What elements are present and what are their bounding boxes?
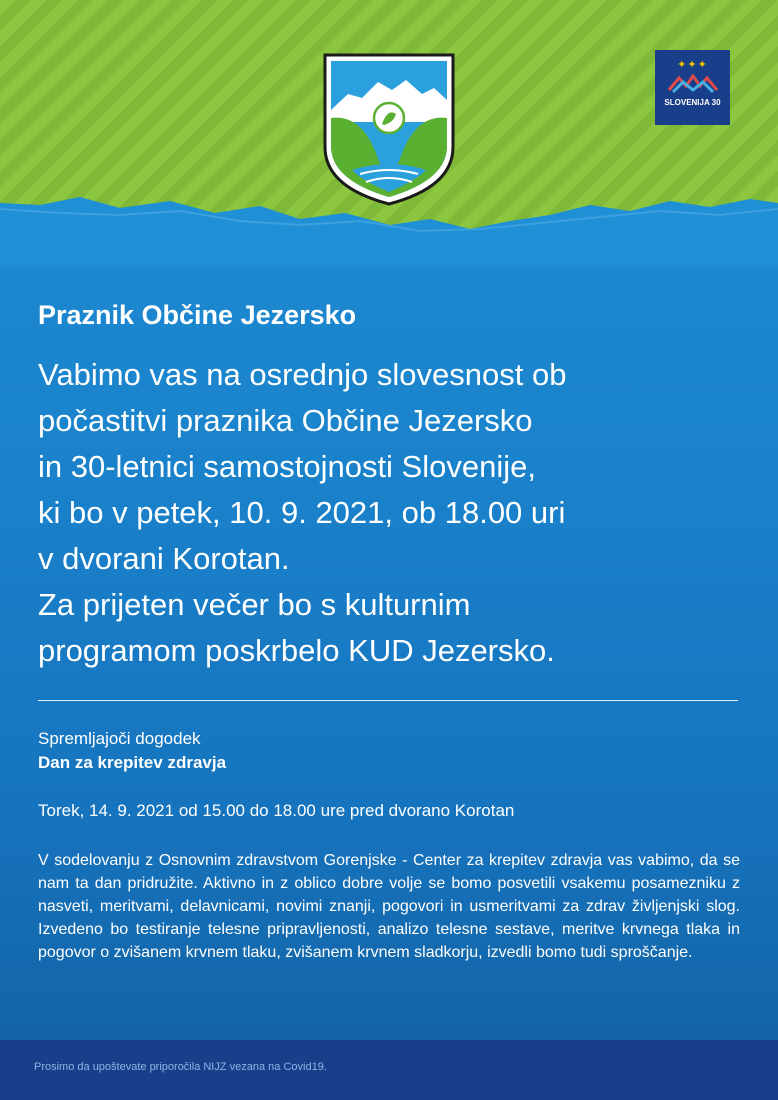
side-event-datetime: Torek, 14. 9. 2021 od 15.00 do 18.00 ure pred dvorano Korotan [38, 801, 515, 820]
invitation-line: Vabimo vas na osrednjo slovesnost ob [38, 357, 567, 392]
municipality-crest-icon [322, 52, 456, 207]
badge-text: SLOVENIJA 30 [664, 98, 721, 107]
page-title: Praznik Občine Jezersko [38, 300, 357, 330]
invitation-line: počastitvi praznika Občine Jezersko [38, 403, 533, 438]
side-event-title: Dan za krepitev zdravja [38, 753, 227, 772]
divider [38, 700, 738, 701]
invitation-line: programom poskrbelo KUD Jezersko. [38, 633, 555, 668]
invitation-line: Za prijeten večer bo s kulturnim [38, 587, 471, 622]
stars-icon: ✦✦✦ [677, 59, 708, 71]
side-event-description: V sodelovanju z Osnovnim zdravstvom Gorenjske - Center za krepitev zdravja vas vabimo, da se nam ta dan pridružite. Aktivno in z oblico dobre volje se bomo posvetili vsakemu posamezniku z nasveti, meritvami, delavnicami, novimi znanji, pogovori in usmeritvami za zdrav življenjski slog. Izvedeno bo testiranje telesne pripravljenosti, analizo telesne sestave, meritve krvnega tlaka in pogovor o zvišanem krvnem tlaku, zvišanem krvnem sladkorju, izvedli bomo tudi sproščanje. [38, 852, 740, 961]
side-event-label: Spremljajoči dogodek [38, 729, 201, 748]
mountain-icon [667, 70, 719, 94]
slovenija-30-logo [655, 50, 730, 125]
invitation-line: in 30-letnici samostojnosti Slovenije, [38, 449, 536, 484]
invitation-text [38, 352, 748, 674]
footer-note: Prosimo da upoštevate priporočila NIJZ vezana na Covid19. [34, 1061, 327, 1073]
invitation-line: ki bo v petek, 10. 9. 2021, ob 18.00 uri [38, 495, 566, 530]
invitation-line: v dvorani Korotan. [38, 541, 290, 576]
